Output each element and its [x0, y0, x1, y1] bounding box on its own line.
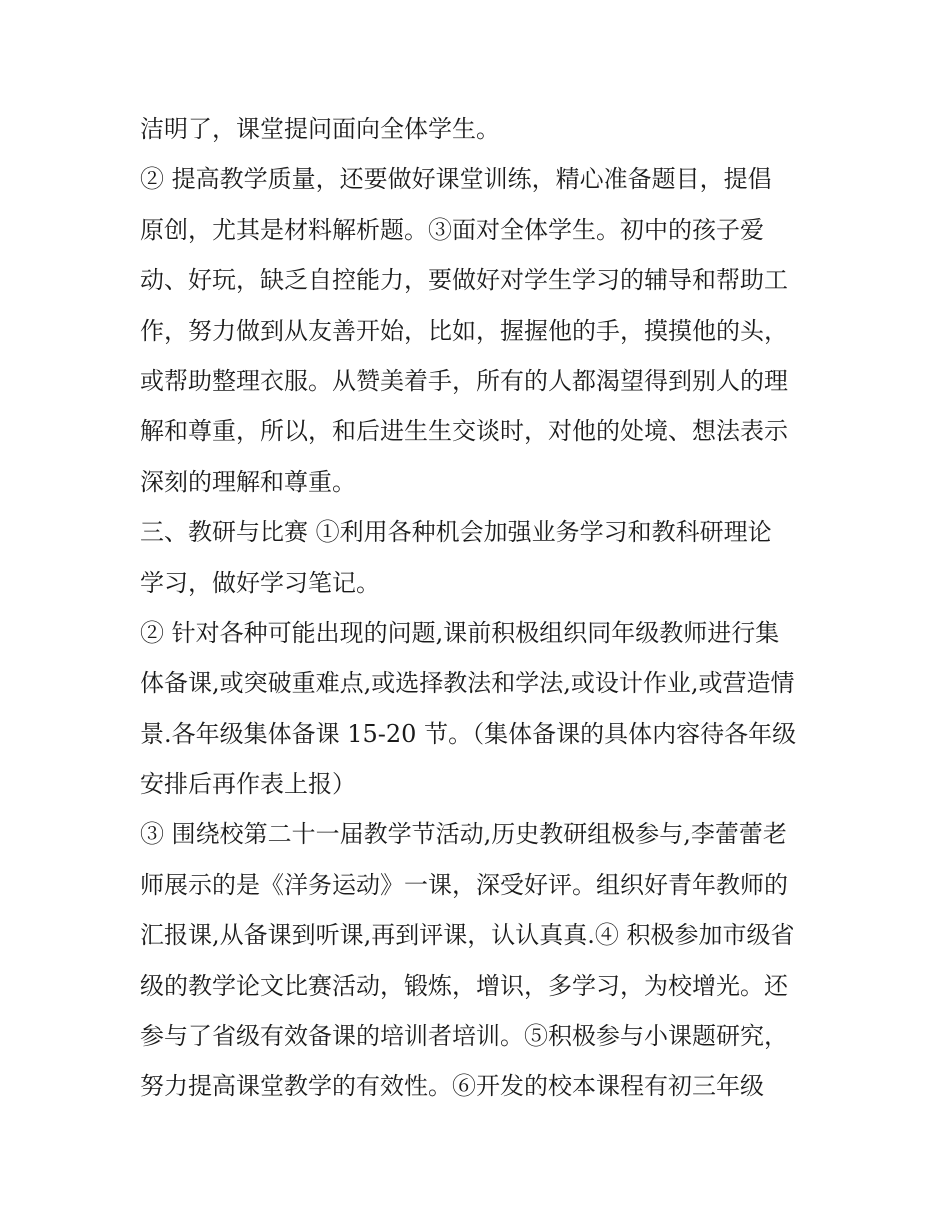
text-line: 安排后再作表上报） [140, 770, 356, 799]
text-line: 体备课,或突破重难点,或选择教法和学法,或设计作业,或营造情 [140, 669, 795, 698]
text-line: 学习，做好学习笔记。 [140, 568, 380, 597]
body-text [140, 104, 820, 1112]
text-line: 洁明了，课堂提问面向全体学生。 [140, 115, 500, 143]
text-line: 景.各年级集体备课 15-20 节。（集体备课的具体内容待各年级 [140, 719, 797, 748]
text-line: ③ 围绕校第二十一届教学节活动,历史教研组极参与,李蕾蕾老 [140, 820, 787, 849]
text-line: 级的教学论文比赛活动，锻炼，增识，多学习，为校增光。还 [140, 971, 788, 1000]
text-line: ② 针对各种可能出现的问题,课前积极组织同年级教师进行集 [140, 618, 780, 647]
text-line: 解和尊重，所以，和后进生生交谈时，对他的处境、想法表示 [140, 417, 788, 446]
section-heading-line: 三、教研与比赛 ①利用各种机会加强业务学习和教科研理论 [140, 518, 772, 547]
text-line: 动、好玩，缺乏自控能力，要做好对学生学习的辅导和帮助工 [140, 266, 788, 295]
text-line: 或帮助整理衣服。从赞美着手，所有的人都渴望得到别人的理 [140, 366, 788, 395]
text-line: 师展示的是《洋务运动》一课，深受好评。组织好青年教师的 [140, 870, 788, 899]
text-line: 参与了省级有效备课的培训者培训。⑤积极参与小课题研究， [140, 1022, 788, 1051]
text-line: 深刻的理解和尊重。 [140, 467, 356, 496]
text-line: 作，努力做到从友善开始，比如，握握他的手，摸摸他的头， [140, 316, 788, 345]
text-line: 汇报课,从备课到听课,再到评课，认认真真.④ 积极参加市级省 [140, 921, 795, 950]
text-line: 努力提高课堂教学的有效性。⑥开发的校本课程有初三年级 [140, 1072, 764, 1101]
text-line: 原创，尤其是材料解析题。③面对全体学生。初中的孩子爱 [140, 215, 764, 244]
text-line: ② 提高教学质量，还要做好课堂训练，精心准备题目，提倡 [140, 165, 772, 194]
